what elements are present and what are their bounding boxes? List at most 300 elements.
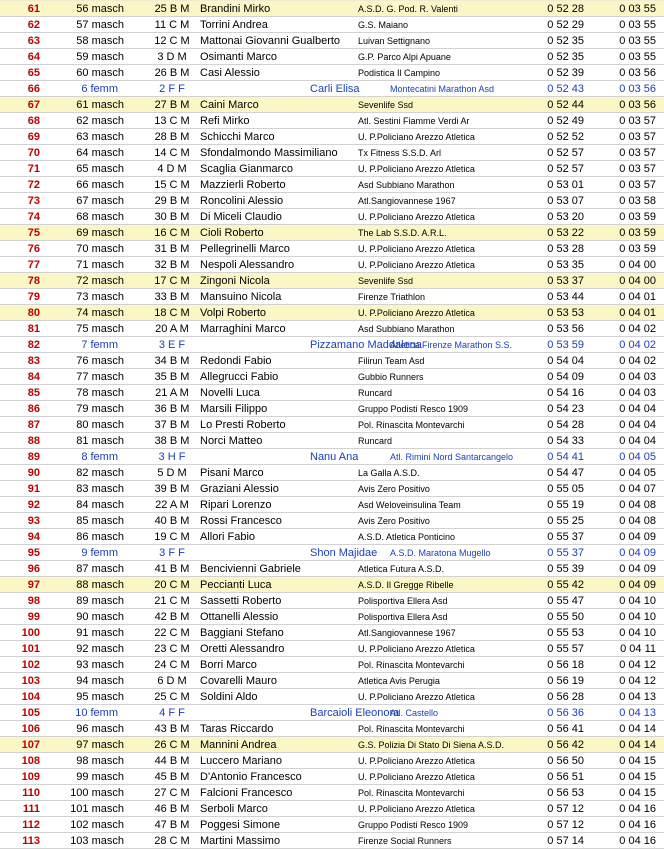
athlete-name-cell: Ripari Lorenzo	[200, 499, 272, 511]
pace-cell: 0 04 05	[619, 451, 656, 463]
category-rank-cell: 6 femm	[81, 83, 118, 95]
category-rank-cell: 58 masch	[76, 35, 124, 47]
category-rank-cell: 72 masch	[76, 275, 124, 287]
result-row	[0, 209, 664, 225]
finish-time-cell: 0 54 04	[547, 355, 584, 367]
finish-time-cell: 0 56 53	[547, 787, 584, 799]
finish-time-cell: 0 52 29	[547, 19, 584, 31]
finish-time-cell: 0 54 09	[547, 371, 584, 383]
club-cell: G.P. Parco Alpi Apuane	[358, 52, 451, 62]
position-cell: 63	[27, 35, 40, 47]
class-rank-cell: 16 C M	[154, 227, 190, 239]
category-rank-cell: 77 masch	[76, 371, 124, 383]
category-rank-cell: 91 masch	[76, 627, 124, 639]
position-cell: 79	[27, 291, 40, 303]
athlete-name-cell: D'Antonio Francesco	[200, 771, 302, 783]
position-cell: 107	[21, 739, 40, 751]
position-cell: 112	[22, 819, 40, 831]
result-row	[0, 801, 664, 817]
class-rank-cell: 35 B M	[154, 371, 190, 383]
position-cell: 110	[22, 787, 40, 799]
class-rank-cell: 5 D M	[157, 467, 187, 479]
category-rank-cell: 62 masch	[76, 115, 124, 127]
position-cell: 94	[27, 531, 40, 543]
result-row	[0, 129, 664, 145]
finish-time-cell: 0 52 43	[547, 83, 584, 95]
club-cell: U. P.Policiano Arezzo Atletica	[358, 692, 475, 702]
result-row	[0, 113, 664, 129]
club-cell: Polisportiva Ellera Asd	[358, 612, 448, 622]
category-rank-cell: 59 masch	[76, 51, 124, 63]
athlete-name-cell: Pizzamano Maddalena	[310, 339, 422, 351]
finish-time-cell: 0 55 19	[547, 499, 584, 511]
pace-cell: 0 04 16	[619, 803, 656, 815]
club-cell: Avis Zero Positivo	[358, 484, 430, 494]
finish-time-cell: 0 52 28	[547, 3, 584, 15]
club-cell: A.S.D. G. Pod. R. Valenti	[358, 4, 458, 14]
pace-cell: 0 04 15	[619, 755, 656, 767]
club-cell: Pol. Rinascita Montevarchi	[358, 660, 465, 670]
result-row	[0, 513, 664, 529]
athlete-name-cell: Taras Riccardo	[200, 723, 274, 735]
position-cell: 86	[27, 403, 40, 415]
class-rank-cell: 39 B M	[154, 483, 190, 495]
class-rank-cell: 43 B M	[154, 723, 190, 735]
position-cell: 69	[27, 131, 40, 143]
class-rank-cell: 25 B M	[154, 3, 190, 15]
result-row	[0, 673, 664, 689]
result-row	[0, 289, 664, 305]
position-cell: 93	[27, 515, 40, 527]
finish-time-cell: 0 55 05	[547, 483, 584, 495]
result-row	[0, 305, 664, 321]
finish-time-cell: 0 52 49	[547, 115, 584, 127]
athlete-name-cell: Carli Elisa	[310, 83, 360, 95]
result-row	[0, 417, 664, 433]
athlete-name-cell: Di Miceli Claudio	[200, 211, 282, 223]
club-cell: Asd Subbiano Marathon	[358, 324, 455, 334]
pace-cell: 0 03 57	[619, 115, 656, 127]
finish-time-cell: 0 53 20	[547, 211, 584, 223]
pace-cell: 0 04 07	[619, 483, 656, 495]
finish-time-cell: 0 56 28	[547, 691, 584, 703]
athlete-name-cell: Osimanti Marco	[200, 51, 278, 63]
pace-cell: 0 04 00	[619, 275, 656, 287]
class-rank-cell: 19 C M	[154, 531, 190, 543]
finish-time-cell: 0 52 52	[547, 131, 584, 143]
athlete-name-cell: Mattonai Giovanni Gualberto	[200, 35, 341, 47]
club-cell: A.S.D. Atletica Ponticino	[358, 532, 456, 542]
category-rank-cell: 89 masch	[76, 595, 124, 607]
finish-time-cell: 0 55 42	[547, 579, 584, 591]
athlete-name-cell: Oretti Alessandro	[200, 643, 285, 655]
pace-cell: 0 04 16	[619, 819, 656, 831]
class-rank-cell: 18 C M	[154, 307, 190, 319]
club-cell: Gruppo Podisti Resco 1909	[358, 820, 469, 830]
club-cell: U. P.Policiano Arezzo Atletica	[358, 772, 475, 782]
athlete-name-cell: Zingoni Nicola	[200, 275, 270, 287]
result-row	[0, 769, 664, 785]
pace-cell: 0 03 55	[619, 19, 656, 31]
athlete-name-cell: Allori Fabio	[200, 531, 256, 543]
finish-time-cell: 0 56 42	[547, 739, 584, 751]
category-rank-cell: 83 masch	[76, 483, 124, 495]
athlete-name-cell: Lo Presti Roberto	[200, 419, 286, 431]
class-rank-cell: 12 C M	[154, 35, 190, 47]
position-cell: 88	[27, 435, 40, 447]
athlete-name-cell: Bencivienni Gabriele	[200, 563, 301, 575]
pace-cell: 0 04 02	[619, 323, 656, 335]
club-cell: G.S. Maiano	[358, 20, 409, 30]
pace-cell: 0 03 59	[619, 227, 656, 239]
pace-cell: 0 04 11	[620, 643, 656, 655]
club-cell: Sevenlife Ssd	[358, 100, 414, 110]
finish-time-cell: 0 55 37	[547, 547, 584, 559]
result-row	[0, 481, 664, 497]
club-cell: G.S. Polizia Di Stato Di Siena A.S.D.	[358, 740, 505, 750]
pace-cell: 0 04 03	[619, 371, 656, 383]
category-rank-cell: 78 masch	[76, 387, 124, 399]
position-cell: 92	[27, 499, 40, 511]
category-rank-cell: 94 masch	[76, 675, 124, 687]
club-cell: Atl.Sangiovannese 1967	[358, 628, 456, 638]
club-cell: The Lab S.S.D. A.R.L.	[358, 228, 447, 238]
result-row	[0, 353, 664, 369]
club-cell: U. P.Policiano Arezzo Atletica	[358, 260, 475, 270]
pace-cell: 0 04 03	[619, 387, 656, 399]
result-row	[0, 529, 664, 545]
finish-time-cell: 0 54 28	[547, 419, 584, 431]
result-row	[0, 241, 664, 257]
result-row	[0, 321, 664, 337]
position-cell: 109	[21, 771, 40, 783]
category-rank-cell: 73 masch	[76, 291, 124, 303]
pace-cell: 0 04 09	[619, 547, 656, 559]
athlete-name-cell: Norci Matteo	[200, 435, 263, 447]
club-cell: Tx Fitness S.S.D. Arl	[358, 148, 442, 158]
result-row	[0, 1, 664, 17]
club-cell: U. P.Policiano Arezzo Atletica	[358, 244, 475, 254]
class-rank-cell: 37 B M	[154, 419, 190, 431]
pace-cell: 0 04 02	[619, 339, 656, 351]
result-row	[0, 657, 664, 673]
category-rank-cell: 7 femm	[81, 339, 118, 351]
class-rank-cell: 6 D M	[157, 675, 187, 687]
result-row	[0, 385, 664, 401]
athlete-name-cell: Baggiani Stefano	[200, 627, 284, 639]
class-rank-cell: 26 B M	[154, 67, 190, 79]
class-rank-cell: 40 B M	[154, 515, 190, 527]
pace-cell: 0 04 15	[619, 771, 656, 783]
position-cell: 102	[21, 659, 40, 671]
athlete-name-cell: Peccianti Luca	[200, 579, 272, 591]
club-cell: Gubbio Runners	[358, 372, 424, 382]
finish-time-cell: 0 55 50	[547, 611, 584, 623]
pace-cell: 0 04 01	[619, 307, 656, 319]
category-rank-cell: 60 masch	[76, 67, 124, 79]
pace-cell: 0 04 12	[619, 675, 656, 687]
club-cell: Luivan Settignano	[358, 36, 431, 46]
pace-cell: 0 04 16	[619, 835, 656, 847]
result-row	[0, 609, 664, 625]
result-row	[0, 689, 664, 705]
finish-time-cell: 0 55 39	[547, 563, 584, 575]
club-cell: Asd Weloveinsulina Team	[358, 500, 461, 510]
athlete-name-cell: Allegrucci Fabio	[200, 371, 279, 383]
result-row	[0, 145, 664, 161]
position-cell: 75	[27, 227, 40, 239]
category-rank-cell: 90 masch	[76, 611, 124, 623]
class-rank-cell: 24 C M	[154, 659, 190, 671]
result-row	[0, 721, 664, 737]
position-cell: 97	[27, 579, 40, 591]
pace-cell: 0 03 58	[619, 195, 656, 207]
position-cell: 104	[21, 691, 40, 703]
position-cell: 100	[21, 627, 40, 639]
position-cell: 65	[27, 67, 40, 79]
category-rank-cell: 8 femm	[81, 451, 118, 463]
position-cell: 98	[27, 595, 40, 607]
result-row	[0, 817, 664, 833]
pace-cell: 0 04 12	[619, 659, 656, 671]
category-rank-cell: 70 masch	[76, 243, 124, 255]
pace-cell: 0 04 14	[619, 723, 656, 735]
position-cell: 72	[27, 179, 40, 191]
finish-time-cell: 0 52 39	[547, 67, 584, 79]
result-row	[0, 33, 664, 49]
category-rank-cell: 101 masch	[70, 803, 124, 815]
pace-cell: 0 03 55	[619, 3, 656, 15]
result-row	[0, 273, 664, 289]
athlete-name-cell: Mazzierli Roberto	[200, 179, 286, 191]
category-rank-cell: 103 masch	[70, 835, 124, 847]
finish-time-cell: 0 53 44	[547, 291, 584, 303]
category-rank-cell: 68 masch	[76, 211, 124, 223]
pace-cell: 0 04 10	[619, 627, 656, 639]
finish-time-cell: 0 55 25	[547, 515, 584, 527]
athlete-name-cell: Marraghini Marco	[200, 323, 286, 335]
category-rank-cell: 82 masch	[76, 467, 124, 479]
category-rank-cell: 65 masch	[76, 163, 124, 175]
finish-time-cell: 0 55 47	[547, 595, 584, 607]
pace-cell: 0 04 13	[619, 691, 656, 703]
class-rank-cell: 3 H F	[158, 451, 186, 463]
class-rank-cell: 34 B M	[154, 355, 190, 367]
club-cell: La Galla A.S.D.	[358, 468, 420, 478]
result-row-female	[0, 545, 664, 561]
position-cell: 62	[27, 19, 40, 31]
athlete-name-cell: Pisani Marco	[200, 467, 264, 479]
finish-time-cell: 0 52 57	[547, 147, 584, 159]
athlete-name-cell: Serboli Marco	[200, 803, 268, 815]
finish-time-cell: 0 53 53	[547, 307, 584, 319]
position-cell: 74	[27, 211, 40, 223]
result-row	[0, 433, 664, 449]
club-cell: U. P.Policiano Arezzo Atletica	[358, 804, 475, 814]
result-row	[0, 561, 664, 577]
category-rank-cell: 63 masch	[76, 131, 124, 143]
class-rank-cell: 38 B M	[154, 435, 190, 447]
category-rank-cell: 87 masch	[76, 563, 124, 575]
athlete-name-cell: Poggesi Simone	[200, 819, 281, 831]
club-cell: Asd Subbiano Marathon	[358, 180, 455, 190]
pace-cell: 0 04 09	[619, 563, 656, 575]
finish-time-cell: 0 54 41	[547, 451, 584, 463]
position-cell: 81	[27, 323, 40, 335]
finish-time-cell: 0 55 37	[547, 531, 584, 543]
athlete-name-cell: Falcioni Francesco	[200, 787, 293, 799]
class-rank-cell: 21 C M	[154, 595, 190, 607]
category-rank-cell: 85 masch	[76, 515, 124, 527]
position-cell: 95	[27, 547, 40, 559]
category-rank-cell: 71 masch	[76, 259, 124, 271]
class-rank-cell: 22 A M	[155, 499, 189, 511]
pace-cell: 0 04 09	[619, 579, 656, 591]
athlete-name-cell: Graziani Alessio	[200, 483, 279, 495]
result-row	[0, 401, 664, 417]
category-rank-cell: 99 masch	[76, 771, 124, 783]
class-rank-cell: 30 B M	[154, 211, 190, 223]
pace-cell: 0 04 14	[619, 739, 656, 751]
category-rank-cell: 97 masch	[76, 739, 124, 751]
class-rank-cell: 3 F F	[159, 547, 185, 559]
position-cell: 71	[27, 163, 40, 175]
pace-cell: 0 03 56	[619, 99, 656, 111]
club-cell: Atletica Avis Perugia	[358, 676, 440, 686]
athlete-name-cell: Nespoli Alessandro	[200, 259, 295, 271]
result-row	[0, 65, 664, 81]
finish-time-cell: 0 53 37	[547, 275, 584, 287]
club-cell: U. P.Policiano Arezzo Atletica	[358, 212, 475, 222]
result-row	[0, 737, 664, 753]
athlete-name-cell: Novelli Luca	[200, 387, 260, 399]
finish-time-cell: 0 56 19	[547, 675, 584, 687]
club-cell: Runcard	[358, 436, 393, 446]
position-cell: 83	[27, 355, 40, 367]
result-row-female	[0, 81, 664, 97]
position-cell: 64	[27, 51, 40, 63]
pace-cell: 0 03 57	[619, 163, 656, 175]
finish-time-cell: 0 53 56	[547, 323, 584, 335]
athlete-name-cell: Nanu Ana	[310, 451, 359, 463]
position-cell: 68	[27, 115, 40, 127]
position-cell: 105	[21, 707, 40, 719]
category-rank-cell: 10 femm	[75, 707, 118, 719]
class-rank-cell: 46 B M	[154, 803, 190, 815]
athlete-name-cell: Cioli Roberto	[200, 227, 264, 239]
club-cell: Polisportiva Ellera Asd	[358, 596, 448, 606]
result-row	[0, 753, 664, 769]
athlete-name-cell: Luccero Mariano	[200, 755, 282, 767]
athlete-name-cell: Martini Massimo	[200, 835, 281, 847]
club-cell: U. P.Policiano Arezzo Atletica	[358, 644, 475, 654]
pace-cell: 0 03 59	[619, 243, 656, 255]
athlete-name-cell: Scaglia Gianmarco	[200, 163, 293, 175]
athlete-name-cell: Refi Mirko	[200, 115, 250, 127]
position-cell: 67	[27, 99, 40, 111]
result-row-female	[0, 337, 664, 353]
finish-time-cell: 0 53 22	[547, 227, 584, 239]
finish-time-cell: 0 54 33	[547, 435, 584, 447]
athlete-name-cell: Caini Marco	[200, 99, 259, 111]
athlete-name-cell: Volpi Roberto	[200, 307, 267, 319]
club-cell: Atletica Firenze Marathon S.S.	[390, 340, 513, 350]
pace-cell: 0 03 59	[619, 211, 656, 223]
club-cell: Atl. Rimini Nord Santarcangelo	[390, 452, 514, 462]
result-row	[0, 49, 664, 65]
result-row	[0, 641, 664, 657]
athlete-name-cell: Mannini Andrea	[200, 739, 277, 751]
category-rank-cell: 61 masch	[76, 99, 124, 111]
category-rank-cell: 102 masch	[70, 819, 124, 831]
position-cell: 82	[27, 339, 40, 351]
finish-time-cell: 0 52 57	[547, 163, 584, 175]
position-cell: 113	[22, 835, 40, 847]
athlete-name-cell: Covarelli Mauro	[200, 675, 278, 687]
club-cell: Firenze Triathlon	[358, 292, 426, 302]
class-rank-cell: 28 C M	[154, 835, 190, 847]
finish-time-cell: 0 54 16	[547, 387, 584, 399]
result-row	[0, 465, 664, 481]
position-cell: 99	[27, 611, 40, 623]
class-rank-cell: 3 D M	[157, 51, 187, 63]
athlete-name-cell: Sassetti Roberto	[200, 595, 282, 607]
athlete-name-cell: Redondi Fabio	[200, 355, 272, 367]
class-rank-cell: 2 F F	[159, 83, 185, 95]
class-rank-cell: 27 B M	[154, 99, 190, 111]
class-rank-cell: 44 B M	[154, 755, 190, 767]
class-rank-cell: 47 B M	[154, 819, 190, 831]
position-cell: 76	[27, 243, 40, 255]
pace-cell: 0 04 13	[619, 707, 656, 719]
position-cell: 78	[27, 275, 40, 287]
result-row	[0, 177, 664, 193]
athlete-name-cell: Casi Alessio	[200, 67, 260, 79]
category-rank-cell: 74 masch	[76, 307, 124, 319]
category-rank-cell: 67 masch	[76, 195, 124, 207]
club-cell: Gruppo Podisti Resco 1909	[358, 404, 469, 414]
club-cell: Atletica Futura A.S.D.	[358, 564, 445, 574]
finish-time-cell: 0 57 14	[547, 835, 584, 847]
club-cell: Atl. Sestini Fiamme Verdi Ar	[358, 116, 470, 126]
class-rank-cell: 20 A M	[155, 323, 189, 335]
result-row	[0, 577, 664, 593]
result-row-female	[0, 705, 664, 721]
class-rank-cell: 36 B M	[154, 403, 190, 415]
position-cell: 85	[27, 387, 40, 399]
position-cell: 77	[27, 259, 40, 271]
category-rank-cell: 95 masch	[76, 691, 124, 703]
athlete-name-cell: Borri Marco	[200, 659, 257, 671]
club-cell: Montecatini Marathon Asd	[390, 84, 495, 94]
athlete-name-cell: Brandini Mirko	[200, 3, 271, 15]
athlete-name-cell: Sfondalmondo Massimiliano	[200, 147, 338, 159]
finish-time-cell: 0 57 12	[547, 819, 584, 831]
result-row	[0, 785, 664, 801]
result-row	[0, 257, 664, 273]
finish-time-cell: 0 53 59	[547, 339, 584, 351]
category-rank-cell: 79 masch	[76, 403, 124, 415]
athlete-name-cell: Torrini Andrea	[200, 19, 268, 31]
pace-cell: 0 03 55	[619, 35, 656, 47]
position-cell: 84	[27, 371, 40, 383]
position-cell: 61	[27, 3, 40, 15]
class-rank-cell: 13 C M	[154, 115, 190, 127]
athlete-name-cell: Schicchi Marco	[200, 131, 275, 143]
club-cell: A.S.D. Il Gregge Ribelle	[358, 580, 454, 590]
athlete-name-cell: Marsili Filippo	[200, 403, 268, 415]
finish-time-cell: 0 53 01	[547, 179, 584, 191]
